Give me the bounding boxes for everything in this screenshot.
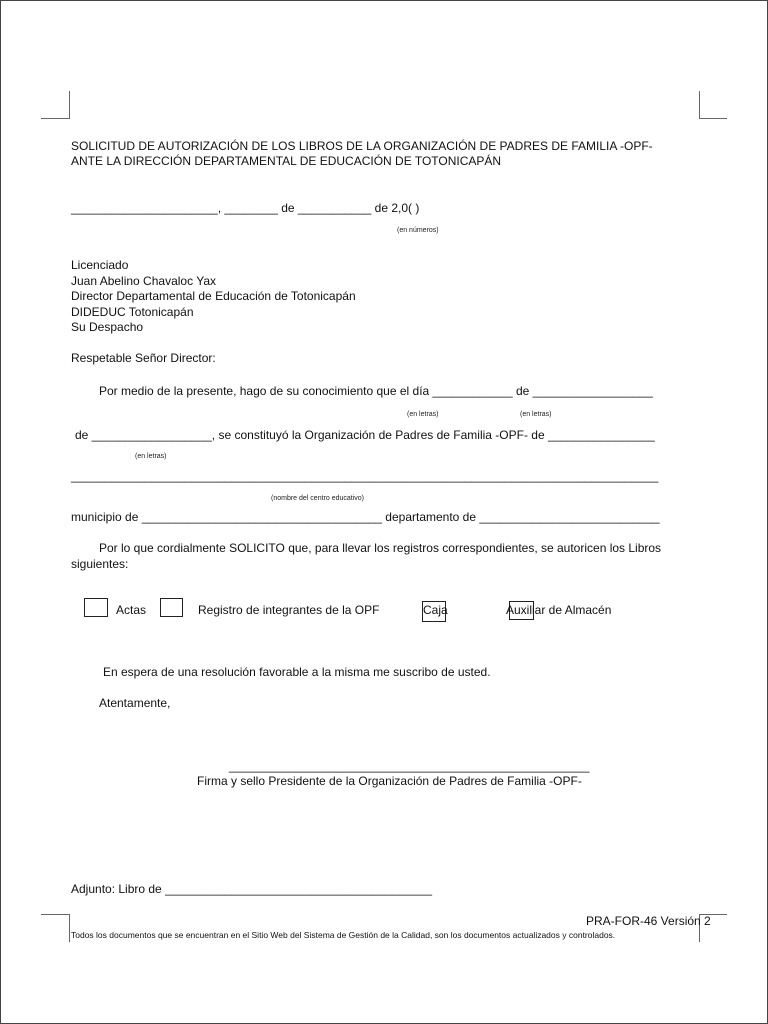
date-line[interactable]: ______________________, ________ de ___________ de 2,0( ) [71, 201, 420, 215]
addressee-name: Juan Abelino Chavaloc Yax [71, 274, 216, 288]
caja-label: Caja [423, 603, 448, 617]
addressee-title: Licenciado [71, 258, 129, 272]
crop-mark-bottom-left-h [41, 914, 69, 915]
date-hint: (en números) [397, 227, 439, 234]
crop-mark-top-right-h [699, 118, 727, 119]
signature-line[interactable]: ______________________________________________________ [229, 759, 590, 773]
paragraph-2-line-2: siguientes: [71, 557, 129, 571]
actas-label: Actas [116, 603, 147, 617]
footer-note: Todos los documentos que se encuentran en el Sitio Web del Sistema de Gestión de la Calidad, son los documentos actualizados y controlados. [71, 930, 616, 940]
crop-mark-bottom-left-v [69, 914, 70, 942]
addressee-position: Director Departamental de Educación de Totonicapán [71, 289, 356, 303]
footer-form-code: PRA-FOR-46 Versión 2 [586, 914, 711, 928]
resolution-text: En espera de una resolución favorable a la misma me suscribo de usted. [103, 665, 491, 679]
crop-mark-top-right-v [699, 91, 700, 119]
hint-en-letras-3: (en letras) [135, 453, 167, 460]
crop-mark-top-left-h [41, 118, 69, 119]
document-title-line-1: SOLICITUD DE AUTORIZACIÓN DE LOS LIBROS DE LA ORGANIZACIÓN DE PADRES DE FAMILIA -OPF- [71, 139, 653, 153]
registro-checkbox[interactable] [160, 598, 183, 617]
addressee-despacho: Su Despacho [71, 320, 144, 334]
municipio-line[interactable]: municipio de ____________________________________ departamento de ___________________________ [71, 510, 660, 524]
hint-en-letras-2: (en letras) [520, 411, 552, 418]
signature-label: Firma y sello Presidente de la Organización de Padres de Familia -OPF- [197, 774, 582, 788]
hint-en-letras-1: (en letras) [407, 411, 439, 418]
greeting: Respetable Señor Director: [71, 351, 216, 365]
registro-label: Registro de integrantes de la OPF [198, 603, 380, 617]
paragraph-2-line-1: Por lo que cordialmente SOLICITO que, para llevar los registros correspondientes, se autoricen los Libros [99, 541, 662, 555]
paragraph-1-line-1[interactable]: Por medio de la presente, hago de su conocimiento que el día ____________ de __________________ [99, 384, 653, 398]
actas-checkbox[interactable] [84, 598, 108, 617]
paragraph-1-line-2[interactable]: de __________________, se constituyó la Organización de Padres de Familia -OPF- de ________________ [75, 428, 655, 442]
attachment-line[interactable]: Adjunto: Libro de ________________________________________ [71, 882, 433, 896]
atentamente-text: Atentamente, [99, 696, 171, 710]
crop-mark-top-left-v [69, 91, 70, 119]
document-title-line-2: ANTE LA DIRECCIÓN DEPARTAMENTAL DE EDUCACIÓN DE TOTONICAPÁN [71, 154, 502, 168]
school-name-line[interactable]: ________________________________________________________________________________________ [71, 469, 659, 483]
addressee-office: DIDEDUC Totonicapán [71, 305, 194, 319]
auxiliar-label: Auxiliar de Almacén [506, 603, 612, 617]
hint-nombre-centro: (nombre del centro educativo) [271, 495, 364, 502]
